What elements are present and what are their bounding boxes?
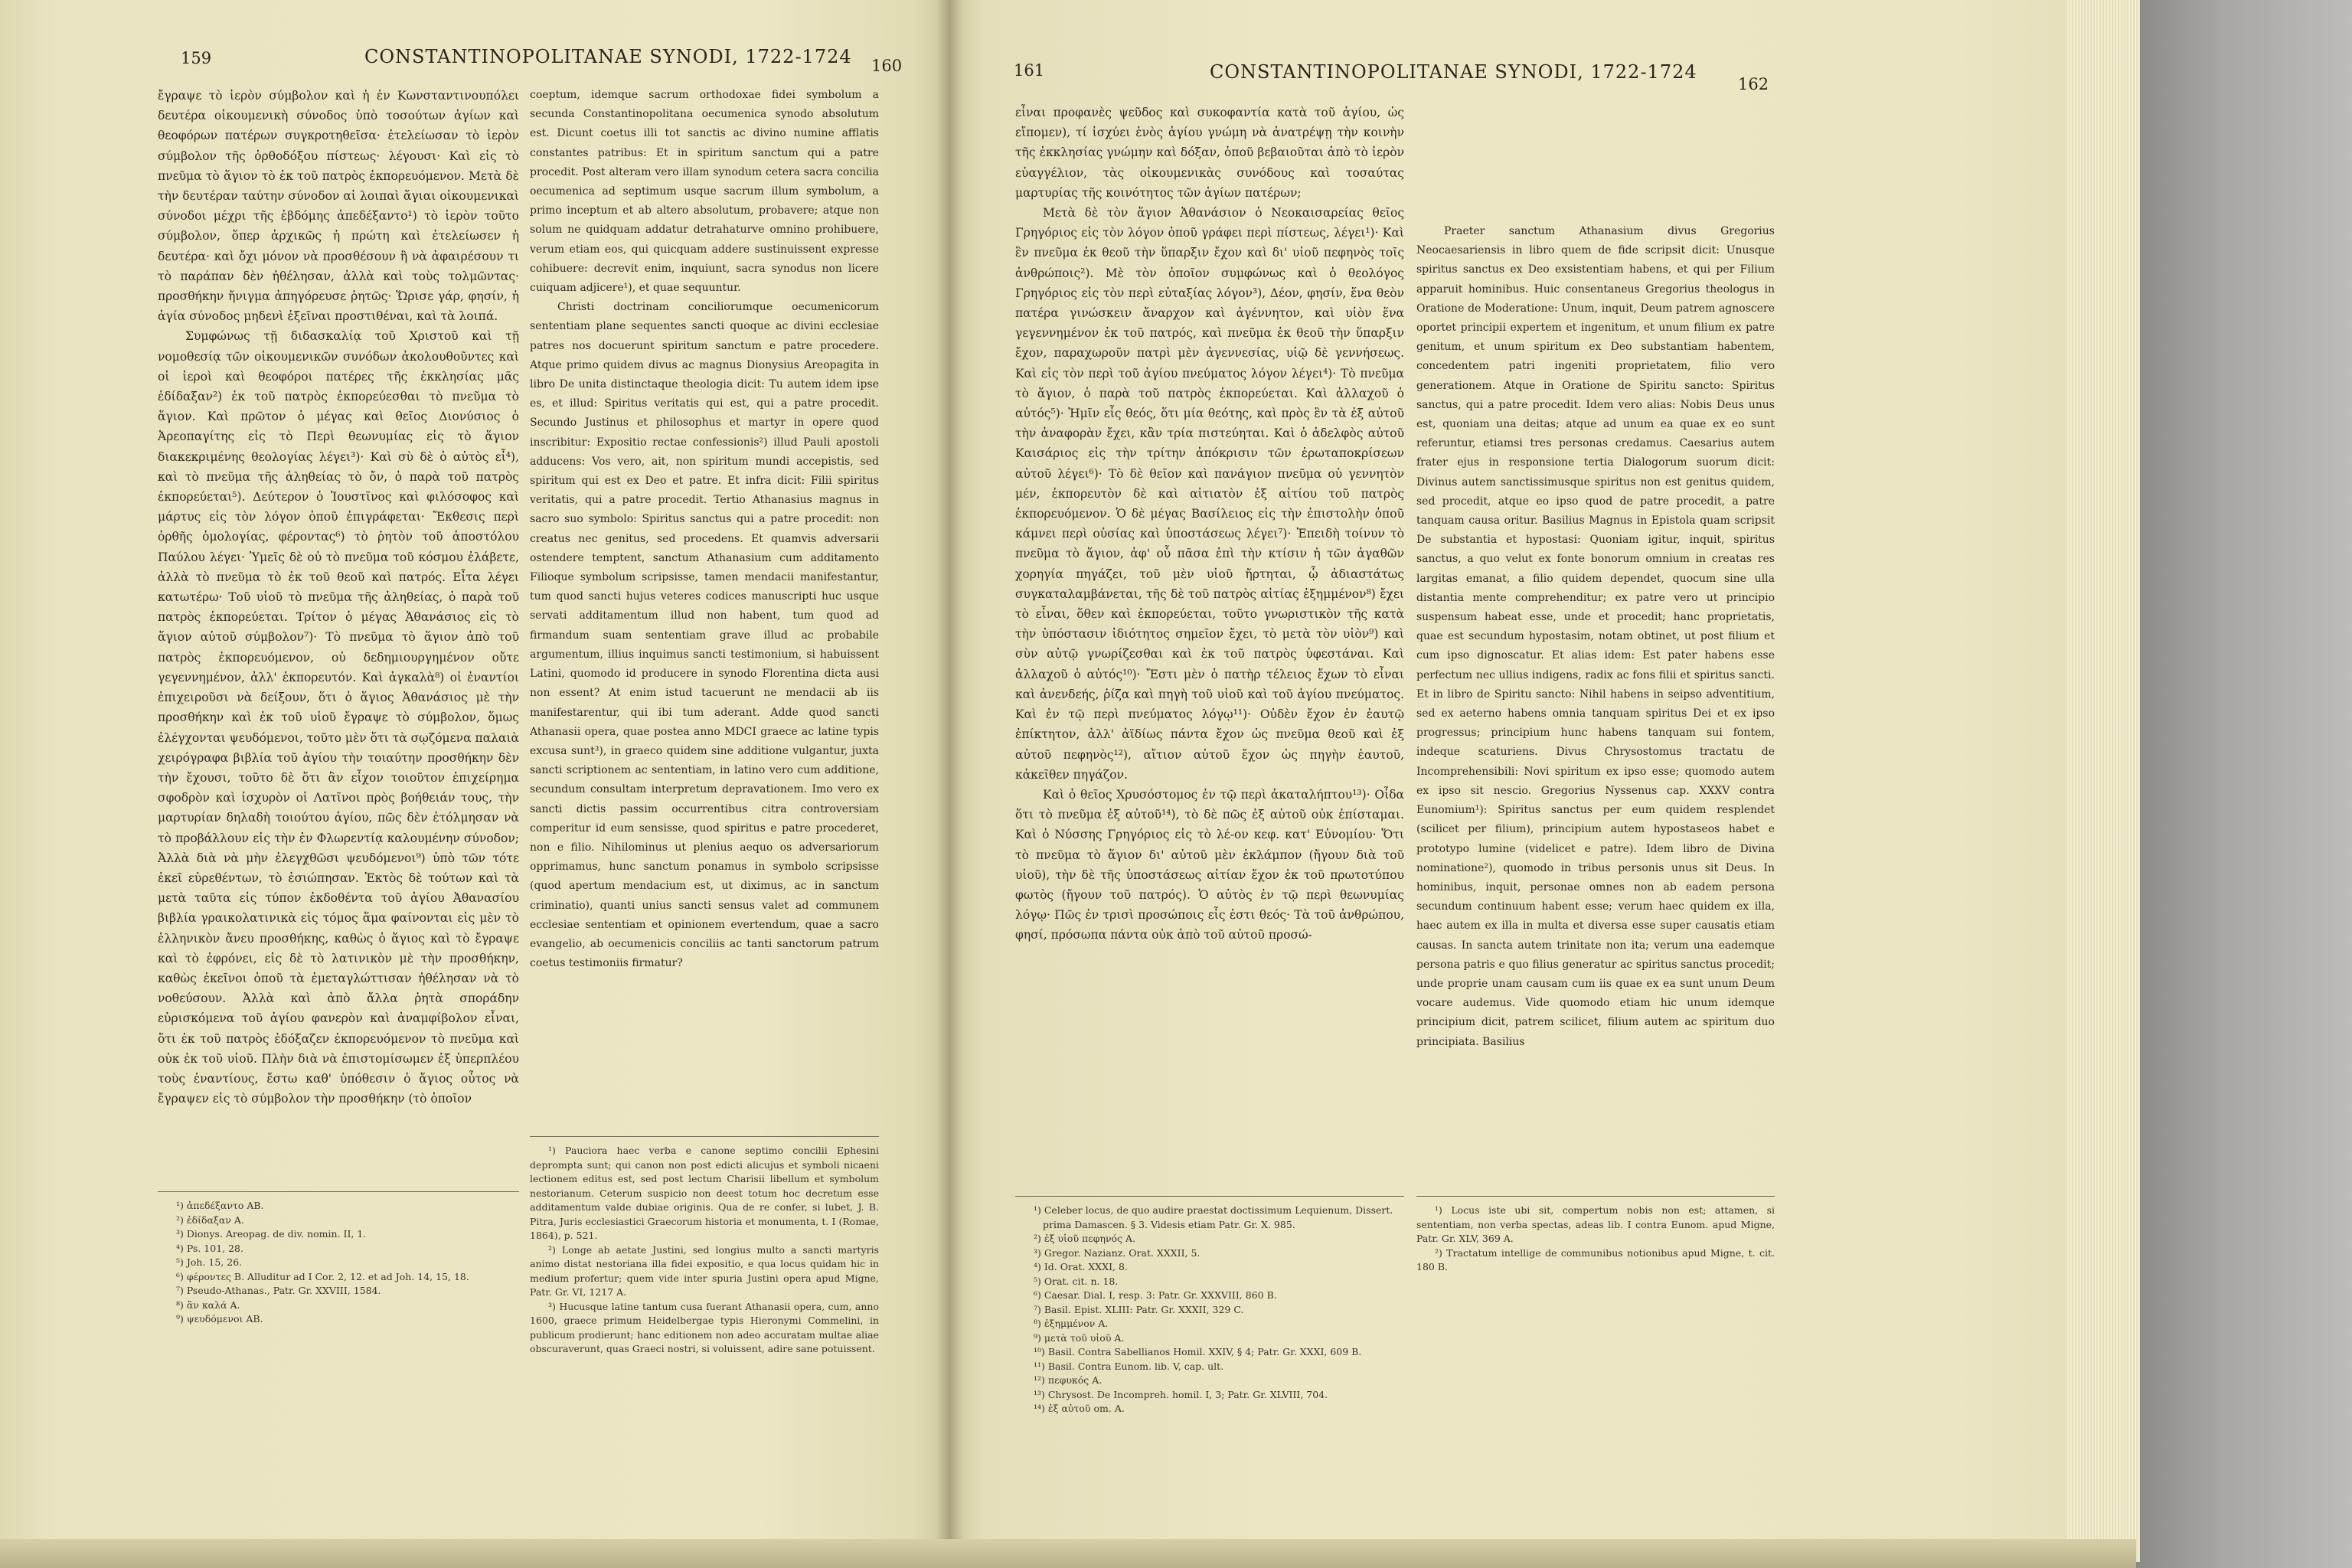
paragraph: Συμφώνως τῇ διδασκαλίᾳ τοῦ Χριστοῦ καὶ τῇ νομοθεσίᾳ τῶν οἰκουμενικῶν συνόδων ἀκολουθοῦντες καὶ οἱ ἱεροὶ καὶ θεοφόροι πατέρες τῆς ἐκκλησίας μᾶς ἐδίδαξαν²) ἐκ τοῦ πατρὸς ἐκπορεύεσθαι τὸ πνεῦμα τὸ ἅγιον. Καὶ πρῶτον ὁ μέγας καὶ θεῖος Διονύσιος ὁ Ἀρεοπαγίτης εἰς τὸ Περὶ θεωνυμίας εἰς τὸ ἅγιον διακεκριμένης θεολογίας λέγει³)· Καὶ σὺ δὲ ὁ αὐτὸς εἶ⁴), καὶ τὸ πνεῦμα τῆς ἀληθείας τὸ ὄν, ὁ παρὰ τοῦ πατρὸς ἐκπορεύεται⁵). Δεύτερον ὁ Ἰουστῖνος καὶ φιλόσοφος καὶ μάρτυς εἰς τὸν λόγον ὁποῦ ἐπιγράφεται· Ἔκθεσις περὶ ὀρθῆς ὁμολογίας, φέροντας⁶) τὸ ῥητὸν τοῦ ἀποστόλου Παύλου λέγει· Ὑμεῖς δὲ οὐ τὸ πνεῦμα τοῦ κόσμου ἐλάβετε, ἀλλὰ τὸ πνεῦμα τὸ ἐκ τοῦ θεοῦ καὶ πατρός. Εἶτα λέγει κατωτέρω· Τοῦ υἱοῦ τὸ πνεῦμα τῆς ἀληθείας, ὁ παρὰ τοῦ πατρὸς ἐκπορεύεται. Τρίτον ὁ μέγας Ἀθανάσιος εἰς τὸ ἅγιον αὐτοῦ σύμβολον⁷)· Τὸ πνεῦμα τὸ ἅγιον ἀπὸ τοῦ πατρὸς ἐκπορευόμενον, οὐ δεδημιουργημένον οὔτε γεγεννημένον, ἀλλ' ἐκπορευτόν. Καὶ ἀγκαλὰ⁸) οἱ ἐναντίοι ἐπιχειροῦσι νὰ δείξουν, ὅτι ὁ ἅγιος Ἀθανάσιος μὲ τὴν προσθήκην καὶ ἐκ τοῦ υἱοῦ ἔγραψε τὸ σύμβολον, ὅμως ἐλέγχονται ψευδόμενοι, τοῦτο μὲν ὅτι τὰ σῳζόμενα παλαιὰ χειρόγραφα βιβλία τοῦ ἁγίου τὴν τοιαύτην προσθήκην δὲν τὴν ἔχουσι, τοῦτο δὲ ὅτι ἂν εἶχον τοιοῦτον ἐπιχείρημα σφοδρὸν καὶ ἰσχυρὸν οἱ Λατῖνοι πρὸς βοήθειάν τους, τὴν μαρτυρίαν δηλαδὴ τοιούτου ἁγίου, πῶς δὲν ἐτόλμησαν νὰ τὸ προβάλλουν εἰς τὴν ἐν Φλωρεντίᾳ καλουμένην σύνοδον; Ἀλλὰ διὰ νὰ μὴν ἐλεγχθῶσι ψευδόμενοι⁹) ὑπὸ τῶν τότε ἐκεῖ εὑρεθέντων, τὸ ἐσιώπησαν. Ἐκτὸς δὲ τούτων καὶ τὰ μετὰ ταῦτα εἰς τύπον ἐκδοθέντα τοῦ ἁγίου Ἀθανασίου βιβλία γραικολατινικὰ εἰς τόμος ἅμα φαίνονται εἰς μὲν τὸ ἑλληνικὸν ἄνευ προσθήκης, καθὼς ὁ ἅγιος καὶ τὸ ἔγραψε καὶ τὸ ἐφρόνει, εἰς δὲ τὸ λατινικὸν μὲ τὴν προσθήκην, καθὼς ἐκεῖνοι ὁποῦ τὰ ἐμεταγλώττισαν ἠθέλησαν νὰ τὸ νοθεύσουν. Ἀλλὰ καὶ ἀπὸ ἄλλα ῥητὰ σποράδην εὑρισκόμενα τοῦ ἁγίου φανερὸν καὶ ἀναμφίβολον εἶναι, ὅτι ἐκ τοῦ πατρὸς ἐδόξαζεν ἐκπορευόμενον τὸ πνεῦμα καὶ οὐκ ἐκ τοῦ υἱοῦ. Πλὴν διὰ νὰ ἐπιστομίσωμεν ἐξ ὑπερπλέου τοὺς ἐναντίους, ἔστω καθ' ὑπόθεσιν ὁ ἅγιος οὗτος νὰ ἔγραψεν εἰς τὸ σύμβολον τὴν προσθήκην (τὸ ὁποῖον	[158, 329, 519, 1106]
footnote: ¹⁰) Basil. Contra Sabellianos Homil. XXIV, § 4; Patr. Gr. XXXI, 609 B.	[1034, 1346, 1362, 1357]
footnote: ³) Dionys. Areopag. de div. nomin. II, 1.	[176, 1228, 367, 1240]
bottom-page-edges	[0, 1539, 2136, 1568]
footnote: ¹) ἀπεδέξαντο AB.	[176, 1200, 264, 1211]
footnotes-160	[530, 1144, 879, 1481]
footnote: ¹²) πεφυκός A.	[1034, 1374, 1102, 1386]
footnote: ²) ἐδίδαξαν A.	[176, 1214, 244, 1226]
footnote: ⁹) μετὰ τοῦ υἱοῦ A.	[1034, 1331, 1125, 1344]
footnote: ⁶) Caesar. Dial. I, resp. 3: Patr. Gr. XXXVIII, 860 B.	[1034, 1289, 1277, 1301]
page-number-159: 159	[181, 49, 212, 67]
footnotes-161	[1015, 1204, 1404, 1510]
paragraph: coeptum, idemque sacrum orthodoxae fidei symbolum a secunda Constantinopolitana oecumenica synodo absolutum est. Dicunt coetus illi tot sanctis ac divino numine afflatis constantes patribus: Et in spiritum sanctum qui a patre procedit. Post alteram vero illam synodum cetera sacra concilia oecumenica ad septimum usque sacrum illum symbolum, a primo inceptum et ab altero absolutum, probavere; atque non solum ne quidquam addatur detrahaturve omnino prohibuere, verum etiam eos, qui quicquam addere sustinuissent expresse cohibuere: decrevit enim, inquiunt, sacra synodus non licere cuiquam adjicere¹), et quae sequuntur.	[530, 89, 879, 295]
left-page	[0, 0, 949, 1554]
footnote: ⁸) ἂν καλά A.	[176, 1298, 240, 1311]
footnote-rule	[1416, 1196, 1775, 1197]
footnote: ¹¹) Basil. Contra Eunom. lib. V, cap. ult.	[1034, 1360, 1224, 1372]
footnote: ²) Longe ab aetate Justini, sed longius multo a sancti martyris animo distat nestoriana illa fidei expositio, e qua locus quidam hic in medium profertur; quem vide inter spuria Justini opera apud Migne, Patr. Gr. VI, 1217 A.	[530, 1243, 879, 1298]
running-head-left: CONSTANTINOPOLITANAE SYNODI, 1722-1724	[364, 46, 852, 67]
page-number-162: 162	[1738, 75, 1769, 93]
footnote: ⁴) Ps. 101, 28.	[176, 1242, 243, 1254]
footnote-rule	[1015, 1196, 1404, 1197]
footnotes-159	[158, 1199, 519, 1459]
book-gutter	[936, 0, 963, 1554]
footnote: ¹³) Chrysost. De Incompreh. homil. I, 3; Patr. Gr. XLVIII, 704.	[1034, 1388, 1328, 1400]
paragraph: Μετὰ δὲ τὸν ἅγιον Ἀθανάσιον ὁ Νεοκαισαρείας θεῖος Γρηγόριος εἰς τὸν λόγον ὁποῦ γράφει περὶ πίστεως, λέγει¹)· Καὶ ἓν πνεῦμα ἐκ θεοῦ τὴν ὕπαρξιν ἔχον καὶ δι' υἱοῦ πεφηνὸς τοῖς ἀνθρώποις²). Μὲ τὸν ὁποῖον συμφώνως καὶ ὁ θεολόγος Γρηγόριος εἰς τὸν περὶ εὐταξίας λόγον³), Δέον, φησίν, ἕνα θεὸν πατέρα γινώσκειν ἄναρχον καὶ ἀγέννητον, καὶ υἱὸν ἕνα γεγεννημένον ἐκ τοῦ πατρός, καὶ πνεῦμα ἐκ θεοῦ τὴν ὕπαρξιν ἔχον, παραχωροῦν πατρὶ μὲν ἀγεννεσίας, υἱῷ δὲ γεννήσεως. Καὶ εἰς τὸν περὶ τοῦ ἁγίου πνεύματος λόγον λέγει⁴)· Τὸ πνεῦμα τὸ ἅγιον, ὁ παρὰ τοῦ πατρὸς ἐκπορεύεται. Καὶ ἀλλαχοῦ ὁ αὐτός⁵)· Ἡμῖν εἷς θεός, ὅτι μία θεότης, καὶ πρὸς ἓν τὰ ἐξ αὐτοῦ τὴν ἀναφορὰν ἔχει, κἂν τρία πιστεύηται. Καὶ ὁ ἀδελφὸς αὐτοῦ Καισάριος εἰς τὴν τρίτην ἀπόκρισιν τῶν ἐρωταποκρίσεων αὐτοῦ λέγει⁶)· Τὸ δὲ θεῖον καὶ πανάγιον πνεῦμα οὐ γεννητὸν μέν, ἐκπορευτὸν δὲ καὶ αἰτιατὸν ἐξ αἰτίου τοῦ πατρὸς ἐκπορευόμενον. Ὁ δὲ μέγας Βασίλειος εἰς τὴν ἐπιστολὴν ὁποῦ κάμνει περὶ οὐσίας καὶ ὑποστάσεως λέγει⁷)· Ἐπειδὴ τοίνυν τὸ πνεῦμα τὸ ἅγιον, ἀφ' οὗ πᾶσα ἐπὶ τὴν κτίσιν ἡ τῶν ἀγαθῶν χορηγία πηγάζει, τοῦ μὲν υἱοῦ ἤρτηται, ᾧ ἀδιαστάτως συγκαταλαμβάνεται, τῆς δὲ τοῦ πατρὸς αἰτίας ἐξημμένον⁸) ἔχει τὸ εἶναι, ὅθεν καὶ ἐκπορεύεται, τοῦτο γνωριστικὸν τῆς κατὰ τὴν ὑπόστασιν ἰδιότητος σημεῖον ἔχει, τὸ μετὰ τὸν υἱὸν⁹) καὶ σὺν αὐτῷ γνωρίζεσθαι καὶ ἐκ τοῦ πατρὸς ὑφεστάναι. Καὶ ἀλλαχοῦ ὁ αὐτός¹⁰)· Ἔστι μὲν ὁ πατὴρ τέλειος ἔχων τὸ εἶναι καὶ ἀνενδεής, ῥίζα καὶ πηγὴ τοῦ υἱοῦ καὶ τοῦ ἁγίου πνεύματος. Καὶ ἐν τῷ περὶ πνεύματος λόγῳ¹¹)· Οὐδὲν ἔχον ἐν ἑαυτῷ ἐπίκτητον, ἀλλ' ἀϊδίως πάντα ἔχον ὡς πνεῦμα θεοῦ καὶ ἐξ αὐτοῦ πεφηνὸς¹²), αἴτιον αὐτοῦ ἔχον ὡς πηγὴν ἑαυτοῦ, κἀκεῖθεν πηγάζον.	[1015, 206, 1404, 782]
greek-column-159	[158, 86, 519, 1188]
page-number-161: 161	[1014, 61, 1045, 80]
footnote: ¹⁴) ἐξ αὐτοῦ om. A.	[1034, 1403, 1125, 1414]
footnote: ²) Tractatum intellige de communibus notionibus apud Migne, t. cit. 180 B.	[1416, 1246, 1775, 1272]
page-edges	[2067, 0, 2140, 1562]
footnote: ¹) Locus iste ubi sit, compertum nobis non est; attamen, si sententiam, non verba spectas, adeas lib. I contra Eunom. apud Migne, Patr. Gr. XLV, 369 A.	[1416, 1204, 1775, 1244]
footnote: ⁹) ψευδόμενοι AB.	[176, 1313, 263, 1325]
footnote: ¹) Pauciora haec verba e canone septimo concilii Ephesini deprompta sunt; qui canon non post edicti alicujus et symboli nicaeni lectionem editus est, sed post lectum Charisii libellum et symbolum nestorianum. Ceterum suspicio non deest totum hoc decretum esse additamentum valde dubiae originis. Qua de re confer, si lubet, J. B. Pitra, Juris ecclesiastici Graecorum historia et monumenta, t. I (Romae, 1864), p. 521.	[530, 1145, 879, 1241]
paragraph: ἔγραψε τὸ ἱερὸν σύμβολον καὶ ἡ ἐν Κωνσταντινουπόλει δευτέρα οἰκουμενικὴ σύνοδος ὑπὸ τοσούτων ἁγίων καὶ θεοφόρων πατέρων συγκροτηθεῖσα· ἐτελείωσαν τὸ ἱερὸν σύμβολον τῆς ὀρθοδόξου πίστεως· λέγουσι· Καὶ εἰς τὸ πνεῦμα τὸ ἅγιον τὸ ἐκ τοῦ πατρὸς ἐκπορευόμενον. Μετὰ δὲ τὴν δευτέραν ταύτην σύνοδον αἱ λοιπαὶ ἅγιαι οἰκουμενικαὶ σύνοδοι μέχρι τῆς ἑβδόμης ἀπεδέξαντο¹) τὸ ἱερὸν τοῦτο σύμβολον, ὅπερ ἀρχικῶς ἡ πρώτη καὶ ἐτελείωσεν ἡ δευτέρα· καὶ ὄχι μόνον νὰ προσθέσουν ἢ νὰ ἀφαιρέσουν τι τὸ παράπαν δὲν ἠθέλησαν, ἀλλὰ καὶ τοὺς τολμῶντας· προσθήκην ἤνιγμα ἀπηγόρευσε ῥητῶς· Ὥρισε γάρ, φησίν, ἡ ἁγία σύνοδος μηδενὶ ἐξεῖναι προστιθέναι, καὶ τὰ λοιπά.	[158, 89, 519, 324]
page-number-160: 160	[871, 57, 903, 75]
running-head-right: CONSTANTINOPOLITANAE SYNODI, 1722-1724	[1210, 61, 1697, 83]
footnote: ³) Gregor. Nazianz. Orat. XXXII, 5.	[1034, 1246, 1200, 1259]
footnote-rule	[530, 1136, 879, 1137]
greek-column-161	[1015, 103, 1404, 1159]
footnote: ⁵) Orat. cit. n. 18.	[1034, 1275, 1119, 1287]
latin-column-162	[1416, 222, 1775, 1179]
background-right	[2136, 0, 2352, 1568]
footnote: ⁴) Id. Orat. XXXI, 8.	[1034, 1261, 1128, 1272]
paragraph: εἶναι προφανὲς ψεῦδος καὶ συκοφαντία κατὰ τοῦ ἁγίου, ὡς εἴπομεν), τί ἰσχύει ἑνὸς ἁγίου γνώμη νὰ ἀνατρέψῃ τὴν κοινὴν τῆς ἐκκλησίας γνώμην καὶ δόξαν, ὁποῦ βεβαιοῦται ἀπὸ τὸ ἱερὸν εὐαγγέλιον, τὰς οἰκουμενικὰς συνόδους καὶ τοσαύτας μαρτυρίας τῆς κοινότητος τῶν ἁγίων πατέρων;	[1015, 106, 1404, 200]
paragraph: Christi doctrinam conciliorumque oecumenicorum sententiam plane sequentes sancti quoque ac divini ecclesiae patres nos docuerunt spiritum sanctum e patre procedere. Atque primo quidem divus ac magnus Dionysius Areopagita in libro De unita distinctaque theologia dicit: Tu autem idem ipse es, et illud: Spiritus veritatis qui est, qui a patre procedit. Secundo Justinus et philosophus et martyr in opere quod inscribitur: Expositio rectae confessionis²) illud Pauli apostoli adducens: Vos vero, ait, non spiritum mundi accepistis, sed spiritum qui est ex Deo et patre. Et infra dicit: Filii spiritus veritatis, qui a patre procedit. Tertio Athanasius magnus in sacro suo symbolo: Spiritus sanctus qui a patre procedit: non creatus nec genitus, sed procedens. Et quamvis adversarii ostendere temptent, sanctum Athanasium cum additamento Filioque symbolum scripsisse, tamen mendacii manifestantur, tum quod sancti hujus veteres codices manuscripti huc usque servati additamentum illud non habent, tum quod ad firmandum suam sententiam grave illud ac probabile argumentum, illius inquimus sancti testimonium, si habuissent Latini, quomodo id producere in synodo Florentina dicta ausi non essent? At enim istud tacuerunt ne mendacii ab iis manifestarentur, qui ibi tum aderant. Adde quod sancti Athanasii opera, quae postea anno MDCI graece ac latine typis excusa sunt³), in graeco quidem sine additione vulgantur, juxta sancti scriptionem ac sententiam, in latino vero cum additione, secundum consultam interpretum depravationem. Imo vero ex sancti dictis passim occurrentibus citra controversiam comperitur id eum sensisse, quod spiritus e patre procederet, non e filio. Nihilominus ut plenius aequo os adversariorum opprimamus, hunc sanctum ponamus in symbolo scripsisse (quod apertum mendacium est, ut diximus, ac in sanctum criminatio), quanti unius sancti sensus valet ad communem ecclesiae sententiam et opinionem evertendum, quae a sacro evangelio, ab oecumenicis conciliis ac tanti sanctorum patrum coetus testimoniis firmatur?	[530, 301, 879, 970]
right-page	[949, 0, 2135, 1554]
footnote: ⁷) Pseudo-Athanas., Patr. Gr. XXVIII, 1584.	[176, 1285, 381, 1296]
footnote: ⁷) Basil. Epist. XLIII: Patr. Gr. XXXII, 329 C.	[1034, 1303, 1244, 1315]
footnote: ⁸) ἐξημμένον A.	[1034, 1318, 1109, 1329]
footnote: ⁶) φέροντες B. Alluditur ad I Cor. 2, 12. et ad Joh. 14, 15, 18.	[176, 1270, 469, 1282]
footnote: ¹) Celeber locus, de quo audire praestat doctissimum Lequienum, Dissert. prima Damascen. § 3. Videsis etiam Patr. Gr. X. 985.	[1034, 1204, 1393, 1230]
footnote: ⁵) Joh. 15, 26.	[176, 1256, 243, 1268]
paragraph: Καὶ ὁ θεῖος Χρυσόστομος ἐν τῷ περὶ ἀκαταλήπτου¹³)· Οἶδα ὅτι τὸ πνεῦμα ἐξ αὐτοῦ¹⁴), τὸ δὲ πῶς ἐξ αὐτοῦ οὐκ ἐπίσταμαι. Καὶ ὁ Νύσσης Γρηγόριος εἰς τὸ λέ-ον κεφ. κατ' Εὐνομίου· Ὅτι τὸ πνεῦμα τὸ ἅγιον δι' αὐτοῦ μὲν ἐκλάμπον (ἤγουν διὰ τοῦ υἱοῦ), τὴν δὲ τῆς ὑποστάσεως αἰτίαν ἔχον ἐκ τοῦ πρωτοτύπου φωτὸς (ἤγουν τοῦ πατρός). Ὁ αὐτὸς ἐν τῷ περὶ θεωνυμίας λόγῳ· Πῶς ἐν τρισὶ προσώποις εἷς ἐστι θεός· Τὰ τοῦ ἀνθρώπου, φησί, πρόσωπα πάντα οὐκ ἀπὸ τοῦ αὐτοῦ προσώ-	[1015, 787, 1404, 942]
footnote-rule	[158, 1191, 519, 1192]
footnotes-162	[1416, 1204, 1775, 1295]
footnote: ²) ἐξ υἱοῦ πεφηνός A.	[1034, 1233, 1136, 1244]
footnote: ³) Hucusque latine tantum cusa fuerant Athanasii opera, cum, anno 1600, graece primum Heidelbergae typis Hieronymi Commelini, in publicum prodierunt; hanc editionem non adeo accuratam multae aliae obscuraverunt, quas Graeci nostri, si voluissent, adire sane potuissent.	[530, 1300, 879, 1354]
paragraph: Praeter sanctum Athanasium divus Gregorius Neocaesariensis in libro quem de fide scripsit dicit: Unusque spiritus sanctus ex Deo exsistentiam habens, et qui per Filium apparuit hominibus. Huic consentaneus Gregorius theologus in Oratione de Moderatione: Unum, inquit, Deum patrem agnoscere oportet principii expertem et ingenitum, et unum filium ex patre genitum, et unum spiritum ex Deo substantiam habentem, concedentem patri ingeniti proprietatem, filio vero generationem. Atque in Oratione de Spiritu sancto: Spiritus sanctus, qui a patre procedit. Idem vero alias: Nobis Deus unus est, quoniam una deitas; atque ad unum ea quae ex eo sunt referuntur, etiamsi tres personas credamus. Caesarius autem frater ejus in responsione tertia Dialogorum suorum dicit: Divinus autem sanctissimusque spiritus non est genitus quidem, sed procedit, atque eo ipso quod de patre procedit, a patre tanquam causa oritur. Basilius Magnus in Epistola quam scripsit De substantia et hypostasi: Quoniam igitur, inquit, spiritus sanctus, a quo velut ex fonte bonorum omnium in creatas res largitas emanat, a filio quidem dependet, quocum sine ulla distantia mente comprehenditur; ex patre vero ut principio suspensum habeat esse, unde et procedit; hanc proprietatis, quae est secundum hypostasim, notam obtinet, ut post filium et cum ipso dignoscatur. Et alias idem: Est pater habens esse perfectum nec ullius indigens, radix ac fons filii et spiritus sancti. Et in libro de Spiritu sancto: Nihil habens in seipso adventitium, sed ex aeterno habens omnia tanquam spiritus Dei et ex ipso progressus; principium hunc habens tanquam sui fontem, indeque scaturiens. Divus Chrysostomus tractatu de Incomprehensibili: Novi spiritum ex ipso esse; quomodo autem ex ipso sit nescio. Gregorius Nyssenus cap. XXXV contra Eunomium¹): Spiritus sanctus per eum quidem resplendet (scilicet per filium), principium autem hypostaseos habet e prototypo lumine (videlicet e patre). Idem libro de Divina nominatione²), quomodo in tribus personis unus sit Deus. In hominibus, inquit, personae omnes non ab eadem persona secundum continuum habent esse; verum haec quidem ex illa, haec autem ex illa in multa et diversa esse super causatis etiam causas. In sancta autem trinitate non ita; verum una eademque persona patris e quo filius generatur ac spiritus sanctus procedit; unde proprie unam causam cum iis quae ex ea sunt unum Deum vocare audemus. Vide quomodo etiam hic unum idemque principium dicit, patrem scilicet, filium autem ac spiritum duo principiata. Basilius	[1416, 225, 1775, 1048]
latin-column-160	[530, 86, 879, 1127]
